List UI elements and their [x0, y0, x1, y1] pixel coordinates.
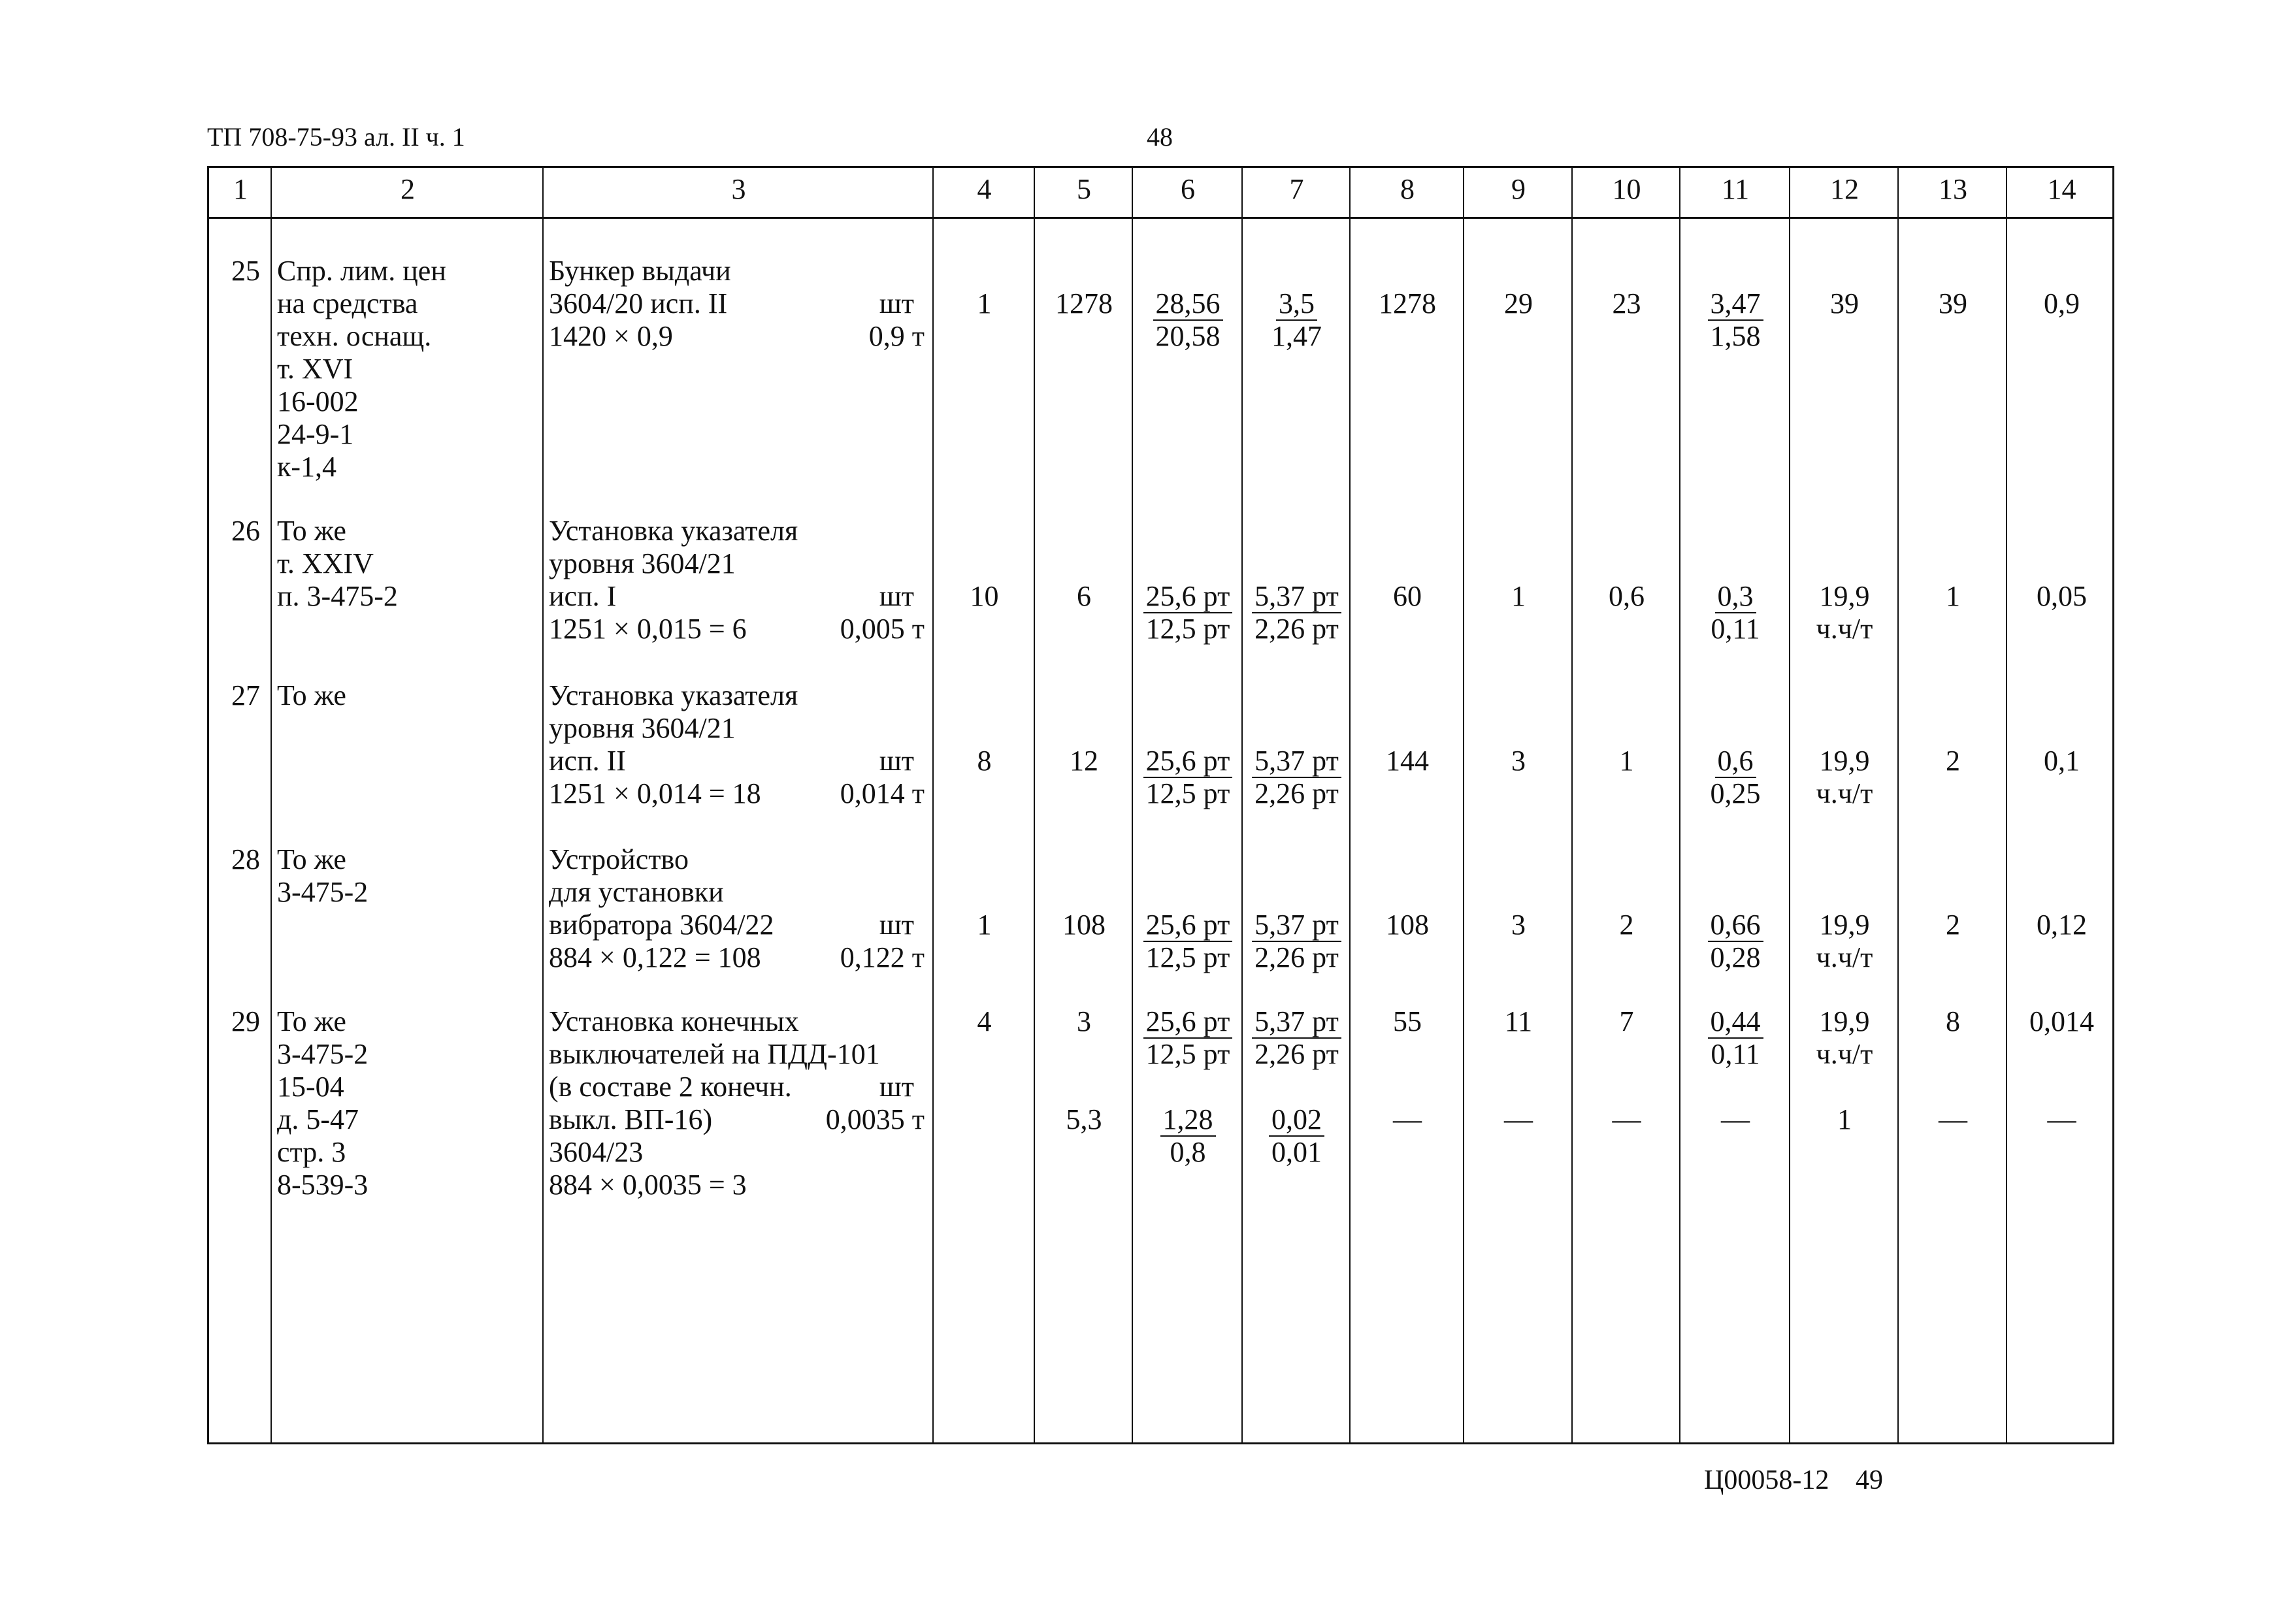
cell-c5: 6: [1077, 580, 1091, 612]
column-divider-14: [2006, 168, 2007, 1442]
description-line: вибратора 3604/22: [549, 909, 774, 941]
estimate-table: [207, 166, 2114, 1444]
source-line: То же: [277, 679, 346, 711]
source-line: 8-539-3: [277, 1169, 369, 1201]
cell-c5: 1278: [1055, 287, 1113, 319]
column-header-14: 14: [2047, 173, 2076, 205]
source-line: т. XXIV: [277, 547, 374, 579]
cell-c5: 108: [1062, 909, 1106, 941]
description-line: уровня 3604/21: [549, 547, 736, 579]
source-line: д. 5-47: [277, 1103, 359, 1135]
cell-c13-sub: —: [1939, 1103, 1967, 1135]
description-line: Установка конечных: [549, 1005, 799, 1037]
cell-c7: [1245, 1005, 1348, 1071]
row-number: 26: [231, 515, 260, 547]
cell-c13: 2: [1946, 745, 1960, 777]
source-line: То же: [277, 1005, 346, 1037]
cell-c11-numerator: 0,44: [1708, 1005, 1763, 1039]
cell-c12-unit: ч.ч/т: [1816, 941, 1873, 973]
cell-c7-denominator: 2,26 рт: [1254, 613, 1339, 645]
cell-c6-denominator: 20,58: [1155, 320, 1221, 352]
cell-c12: 19,9: [1819, 580, 1870, 612]
source-line: 3-475-2: [277, 876, 369, 908]
description-line: (в составе 2 конечн.: [549, 1071, 792, 1103]
cell-c12-unit: ч.ч/т: [1816, 777, 1873, 809]
cell-c14: 0,12: [2037, 909, 2087, 941]
cell-c6: [1136, 580, 1240, 645]
cell-c9: 3: [1511, 909, 1526, 941]
cell-c6-sub-numerator: 1,28: [1160, 1103, 1216, 1137]
cell-c11: [1694, 580, 1777, 645]
cell-c6: [1136, 909, 1240, 974]
source-line: п. 3-475-2: [277, 580, 398, 612]
cell-c11-numerator: 0,3: [1715, 580, 1756, 613]
column-header-5: 5: [1077, 173, 1091, 205]
description-line: выкл. ВП-16): [549, 1103, 713, 1135]
cell-c8: 60: [1393, 580, 1422, 612]
cell-c10: 1: [1619, 745, 1634, 777]
cell-c11: [1694, 287, 1777, 353]
cell-c10-sub: —: [1612, 1103, 1641, 1135]
cell-c11: [1694, 909, 1777, 974]
source-line: к-1,4: [277, 451, 337, 483]
cell-c14: 0,05: [2037, 580, 2087, 612]
row-number: 27: [231, 679, 260, 711]
column-header-9: 9: [1511, 173, 1526, 205]
column-header-10: 10: [1612, 173, 1641, 205]
cell-qty: 10: [970, 580, 999, 612]
cell-c7-sub-denominator: 0,01: [1271, 1136, 1322, 1168]
cell-c14: 0,9: [2044, 287, 2080, 319]
cell-c6-numerator: 25,6 рт: [1143, 1005, 1233, 1039]
description-line: исп. II: [549, 745, 626, 777]
row-number: 28: [231, 843, 260, 875]
cell-c6-numerator: 25,6 рт: [1143, 745, 1233, 778]
cell-c7-numerator: 5,37 рт: [1252, 745, 1341, 778]
cell-c7-numerator: 5,37 рт: [1252, 580, 1341, 613]
cell-c10: 7: [1619, 1005, 1634, 1037]
weight-label: 0,005 т: [840, 613, 925, 645]
unit-label: шт: [879, 909, 914, 941]
cell-c7: [1245, 580, 1348, 645]
cell-c11: [1694, 745, 1777, 810]
cell-qty: 4: [977, 1005, 992, 1037]
cell-c9: 29: [1504, 287, 1533, 319]
header-separator: [209, 217, 2112, 219]
cell-qty: 1: [977, 909, 992, 941]
row-number: 29: [231, 1005, 260, 1037]
cell-c12: 39: [1830, 287, 1859, 319]
source-line: Спр. лим. цен: [277, 255, 446, 287]
cell-c6-sub: [1153, 1103, 1223, 1169]
column-header-4: 4: [977, 173, 992, 205]
cell-c10: 23: [1612, 287, 1641, 319]
cell-c6-denominator: 12,5 рт: [1145, 777, 1230, 809]
cell-c5-sub: 5,3: [1066, 1103, 1102, 1135]
cell-c9: 1: [1511, 580, 1526, 612]
description-line: Установка указателя: [549, 679, 798, 711]
description-line: 884 × 0,0035 = 3: [549, 1169, 747, 1201]
cell-c7-numerator: 3,5: [1276, 287, 1317, 321]
cell-c11-denominator: 0,25: [1710, 777, 1761, 809]
description-line: исп. I: [549, 580, 617, 612]
column-divider-4: [932, 168, 934, 1442]
cell-c7-denominator: 2,26 рт: [1254, 941, 1339, 973]
cell-c13: 2: [1946, 909, 1960, 941]
document-code: ТП 708-75-93 ал. II ч. 1: [207, 122, 465, 152]
cell-c8: 144: [1386, 745, 1429, 777]
cell-c9-sub: —: [1504, 1103, 1533, 1135]
description-line: Бункер выдачи: [549, 255, 731, 287]
cell-c14: 0,1: [2044, 745, 2080, 777]
unit-label: шт: [879, 1071, 914, 1103]
description-line: 1251 × 0,014 = 18: [549, 777, 761, 809]
cell-c6-sub-denominator: 0,8: [1170, 1136, 1206, 1168]
description-line: выключателей на ПДД-101: [549, 1038, 880, 1070]
source-line: техн. оснащ.: [277, 320, 432, 352]
source-line: То же: [277, 515, 346, 547]
unit-label: шт: [879, 745, 914, 777]
column-divider-5: [1034, 168, 1035, 1442]
cell-c7-denominator: 1,47: [1271, 320, 1322, 352]
cell-c9: 11: [1504, 1005, 1533, 1037]
cell-c5: 3: [1077, 1005, 1091, 1037]
weight-label: 0,9 т: [868, 320, 925, 352]
cell-c10: 0,6: [1609, 580, 1645, 612]
cell-c7-numerator: 5,37 рт: [1252, 909, 1341, 942]
footer-page: 49: [1856, 1465, 1883, 1495]
unit-label: шт: [879, 580, 914, 612]
description-line: для установки: [549, 876, 724, 908]
cell-c14-sub: —: [2047, 1103, 2076, 1135]
cell-c6-numerator: 25,6 рт: [1143, 580, 1233, 613]
source-line: 3-475-2: [277, 1038, 369, 1070]
column-header-3: 3: [731, 173, 746, 205]
cell-c12: 19,9: [1819, 1005, 1870, 1037]
cell-c13: 1: [1946, 580, 1960, 612]
weight-label: 0,122 т: [840, 941, 925, 973]
column-divider-10: [1571, 168, 1573, 1442]
cell-c8-sub: —: [1393, 1103, 1422, 1135]
cell-c7-sub: [1262, 1103, 1331, 1169]
column-header-1: 1: [233, 173, 248, 205]
weight-label: 0,014 т: [840, 777, 925, 809]
cell-c8: 1278: [1379, 287, 1436, 319]
cell-c11-denominator: 0,11: [1711, 1038, 1760, 1070]
cell-c9: 3: [1511, 745, 1526, 777]
cell-c11-denominator: 0,28: [1710, 941, 1761, 973]
column-header-2: 2: [401, 173, 415, 205]
description-line: 884 × 0,122 = 108: [549, 941, 761, 973]
column-header-8: 8: [1400, 173, 1415, 205]
description-line: 1251 × 0,015 = 6: [549, 613, 747, 645]
weight-label: 0,0035 т: [825, 1103, 925, 1135]
cell-c13: 8: [1946, 1005, 1960, 1037]
cell-c7-denominator: 2,26 рт: [1254, 1038, 1339, 1070]
cell-c11-numerator: 3,47: [1708, 287, 1763, 321]
source-line: То же: [277, 843, 346, 875]
description-line: 3604/20 исп. II: [549, 287, 728, 319]
cell-c7: [1245, 287, 1348, 353]
cell-c14: 0,014: [2029, 1005, 2094, 1037]
column-header-11: 11: [1721, 173, 1750, 205]
source-line: 15-04: [277, 1071, 344, 1103]
column-divider-7: [1241, 168, 1243, 1442]
source-line: 24-9-1: [277, 418, 354, 450]
cell-c7: [1245, 745, 1348, 810]
cell-c11-sub: —: [1721, 1103, 1750, 1135]
cell-c10: 2: [1619, 909, 1634, 941]
cell-c12: 19,9: [1819, 745, 1870, 777]
cell-c13: 39: [1939, 287, 1967, 319]
cell-c6: [1136, 287, 1240, 353]
cell-c11-numerator: 0,66: [1708, 909, 1763, 942]
cell-c12: 19,9: [1819, 909, 1870, 941]
row-number: 25: [231, 255, 260, 287]
column-header-7: 7: [1289, 173, 1304, 205]
cell-c6-denominator: 12,5 рт: [1145, 1038, 1230, 1070]
unit-label: шт: [879, 287, 914, 319]
cell-qty: 8: [977, 745, 992, 777]
description-line: 3604/23: [549, 1136, 644, 1168]
cell-c7: [1245, 909, 1348, 974]
cell-c7-numerator: 5,37 рт: [1252, 1005, 1341, 1039]
column-divider-8: [1349, 168, 1351, 1442]
column-divider-2: [270, 168, 272, 1442]
column-header-6: 6: [1181, 173, 1195, 205]
cell-c11: [1694, 1005, 1777, 1071]
cell-c12-sub: 1: [1837, 1103, 1852, 1135]
cell-c6: [1136, 1005, 1240, 1071]
source-line: стр. 3: [277, 1136, 346, 1168]
column-divider-11: [1679, 168, 1680, 1442]
column-divider-6: [1132, 168, 1133, 1442]
column-header-12: 12: [1830, 173, 1859, 205]
cell-c7-sub-numerator: 0,02: [1269, 1103, 1324, 1137]
column-header-13: 13: [1939, 173, 1967, 205]
source-line: т. XVI: [277, 353, 353, 385]
cell-c6: [1136, 745, 1240, 810]
column-divider-9: [1463, 168, 1464, 1442]
description-line: уровня 3604/21: [549, 712, 736, 744]
cell-c7-denominator: 2,26 рт: [1254, 777, 1339, 809]
description-line: Установка указателя: [549, 515, 798, 547]
page-number: 48: [1147, 122, 1173, 152]
description-line: Устройство: [549, 843, 689, 875]
cell-c6-numerator: 25,6 рт: [1143, 909, 1233, 942]
cell-c8: 55: [1393, 1005, 1422, 1037]
description-line: 1420 × 0,9: [549, 320, 673, 352]
cell-c8: 108: [1386, 909, 1429, 941]
cell-c5: 12: [1070, 745, 1098, 777]
source-line: 16-002: [277, 385, 359, 417]
cell-c11-denominator: 0,11: [1711, 613, 1760, 645]
cell-c12-unit: ч.ч/т: [1816, 1038, 1873, 1070]
cell-c6-denominator: 12,5 рт: [1145, 613, 1230, 645]
cell-qty: 1: [977, 287, 992, 319]
cell-c11-denominator: 1,58: [1710, 320, 1761, 352]
cell-c12-unit: ч.ч/т: [1816, 613, 1873, 645]
cell-c11-numerator: 0,6: [1715, 745, 1756, 778]
cell-c6-denominator: 12,5 рт: [1145, 941, 1230, 973]
footer-code: Ц00058-12: [1704, 1465, 1829, 1495]
source-line: на средства: [277, 287, 418, 319]
cell-c6-numerator: 28,56: [1153, 287, 1223, 321]
